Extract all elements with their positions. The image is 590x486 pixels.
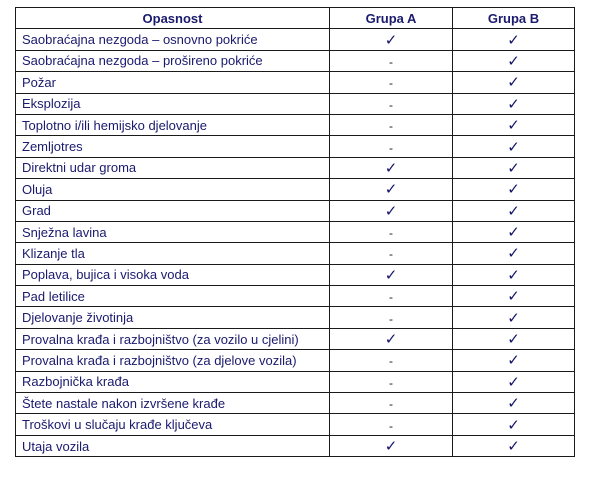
hazard-label: Razbojnička krađa bbox=[16, 371, 330, 392]
hazard-label: Eksplozija bbox=[16, 93, 330, 114]
hazard-label: Grad bbox=[16, 200, 330, 221]
checkmark-icon: ✓ bbox=[507, 437, 520, 455]
dash-mark: - bbox=[389, 119, 393, 134]
grupa-a-cell bbox=[330, 221, 453, 242]
table-row bbox=[16, 371, 575, 392]
checkmark-icon: ✓ bbox=[507, 351, 520, 370]
checkmark-icon: ✓ bbox=[507, 30, 520, 49]
dash-mark: - bbox=[389, 290, 393, 305]
grupa-b-cell bbox=[453, 243, 575, 264]
grupa-b-cell bbox=[453, 50, 575, 71]
table-row bbox=[16, 221, 575, 242]
checkmark-icon: ✓ bbox=[507, 372, 520, 391]
hazard-label: Klizanje tla bbox=[16, 243, 330, 264]
grupa-a-cell bbox=[330, 435, 453, 456]
checkmark-icon: ✓ bbox=[507, 158, 520, 177]
grupa-b-cell bbox=[453, 157, 575, 178]
grupa-b-cell bbox=[453, 114, 575, 135]
grupa-b-cell bbox=[453, 221, 575, 242]
table-row bbox=[16, 93, 575, 114]
hazard-label: Pad letilice bbox=[16, 286, 330, 307]
table-row bbox=[16, 307, 575, 328]
checkmark-icon: ✓ bbox=[384, 265, 398, 284]
grupa-a-cell bbox=[330, 200, 453, 221]
hazard-label: Poplava, bujica i visoka voda bbox=[16, 264, 330, 285]
checkmark-icon: ✓ bbox=[507, 244, 520, 263]
checkmark-icon: ✓ bbox=[507, 51, 520, 70]
table-row bbox=[16, 243, 575, 264]
dash-mark: - bbox=[389, 354, 393, 369]
grupa-a-cell bbox=[330, 350, 453, 371]
table-row bbox=[16, 414, 575, 435]
grupa-a-cell bbox=[330, 243, 453, 264]
hazard-label: Štete nastale nakon izvršene krađe bbox=[16, 393, 330, 414]
grupa-a-cell bbox=[330, 136, 453, 157]
table-row bbox=[16, 136, 575, 157]
dash-mark: - bbox=[389, 311, 393, 326]
table-row bbox=[16, 29, 575, 50]
grupa-a-cell bbox=[330, 286, 453, 307]
checkmark-icon: ✓ bbox=[507, 137, 520, 156]
checkmark-icon: ✓ bbox=[507, 394, 520, 413]
checkmark-icon: ✓ bbox=[384, 330, 398, 349]
table-body bbox=[16, 29, 575, 457]
grupa-b-cell bbox=[453, 93, 575, 114]
hazard-label: Toplotno i/ili hemijsko djelovanje bbox=[16, 114, 330, 135]
hazard-label: Saobraćajna nezgoda – prošireno pokriće bbox=[16, 50, 330, 71]
checkmark-icon: ✓ bbox=[507, 223, 520, 242]
checkmark-icon: ✓ bbox=[384, 437, 398, 455]
table-row bbox=[16, 179, 575, 200]
grupa-b-cell bbox=[453, 393, 575, 414]
grupa-b-cell bbox=[453, 371, 575, 392]
grupa-b-cell bbox=[453, 179, 575, 200]
grupa-a-cell bbox=[330, 264, 453, 285]
checkmark-icon: ✓ bbox=[384, 158, 398, 177]
hazard-label: Snježna lavina bbox=[16, 221, 330, 242]
header-grupa-a: Grupa A bbox=[330, 8, 453, 29]
grupa-b-cell bbox=[453, 328, 575, 349]
checkmark-icon: ✓ bbox=[507, 287, 520, 306]
dash-mark: - bbox=[389, 97, 393, 112]
grupa-a-cell bbox=[330, 414, 453, 435]
grupa-a-cell bbox=[330, 72, 453, 93]
grupa-b-cell bbox=[453, 414, 575, 435]
header-opasnost: Opasnost bbox=[16, 8, 330, 29]
table-row bbox=[16, 435, 575, 456]
checkmark-icon: ✓ bbox=[507, 265, 520, 284]
grupa-a-cell bbox=[330, 50, 453, 71]
table-header-row bbox=[16, 8, 575, 29]
grupa-a-cell bbox=[330, 157, 453, 178]
grupa-b-cell bbox=[453, 286, 575, 307]
table-row bbox=[16, 393, 575, 414]
checkmark-icon: ✓ bbox=[507, 308, 520, 327]
grupa-a-cell bbox=[330, 393, 453, 414]
grupa-b-cell bbox=[453, 264, 575, 285]
grupa-b-cell bbox=[453, 200, 575, 221]
grupa-a-cell bbox=[330, 371, 453, 392]
grupa-a-cell bbox=[330, 328, 453, 349]
header-grupa-b: Grupa B bbox=[453, 8, 575, 29]
checkmark-icon: ✓ bbox=[507, 330, 520, 349]
table-row bbox=[16, 286, 575, 307]
grupa-a-cell bbox=[330, 93, 453, 114]
table-row bbox=[16, 200, 575, 221]
dash-mark: - bbox=[389, 140, 393, 155]
hazard-label: Provalna krađa i razbojništvo (za vozilo u cjelini) bbox=[16, 328, 330, 349]
checkmark-icon: ✓ bbox=[507, 180, 520, 199]
grupa-b-cell bbox=[453, 307, 575, 328]
hazard-label: Provalna krađa i razbojništvo (za djelove vozila) bbox=[16, 350, 330, 371]
grupa-a-cell bbox=[330, 114, 453, 135]
checkmark-icon: ✓ bbox=[384, 180, 398, 199]
grupa-a-cell bbox=[330, 307, 453, 328]
dash-mark: - bbox=[389, 418, 393, 433]
table-row bbox=[16, 72, 575, 93]
hazard-label: Troškovi u slučaju krađe ključeva bbox=[16, 414, 330, 435]
dash-mark: - bbox=[389, 397, 393, 412]
checkmark-icon: ✓ bbox=[507, 116, 520, 135]
table-row bbox=[16, 50, 575, 71]
checkmark-icon: ✓ bbox=[384, 30, 398, 49]
checkmark-icon: ✓ bbox=[507, 94, 520, 113]
hazard-label: Saobraćajna nezgoda – osnovno pokriće bbox=[16, 29, 330, 50]
grupa-b-cell bbox=[453, 136, 575, 157]
grupa-b-cell bbox=[453, 72, 575, 93]
table-row bbox=[16, 328, 575, 349]
grupa-b-cell bbox=[453, 435, 575, 456]
table-row bbox=[16, 114, 575, 135]
dash-mark: - bbox=[389, 76, 393, 91]
grupa-a-cell bbox=[330, 29, 453, 50]
grupa-b-cell bbox=[453, 350, 575, 371]
checkmark-icon: ✓ bbox=[384, 201, 398, 220]
dash-mark: - bbox=[389, 54, 393, 69]
checkmark-icon: ✓ bbox=[507, 415, 520, 434]
table-row bbox=[16, 264, 575, 285]
grupa-b-cell bbox=[453, 29, 575, 50]
dash-mark: - bbox=[389, 375, 393, 390]
checkmark-icon: ✓ bbox=[507, 73, 520, 92]
dash-mark: - bbox=[389, 226, 393, 241]
grupa-a-cell bbox=[330, 179, 453, 200]
table-row bbox=[16, 157, 575, 178]
table-row bbox=[16, 350, 575, 371]
hazard-label: Oluja bbox=[16, 179, 330, 200]
hazard-label: Požar bbox=[16, 72, 330, 93]
hazard-label: Djelovanje životinja bbox=[16, 307, 330, 328]
coverage-table-container bbox=[15, 7, 574, 457]
checkmark-icon: ✓ bbox=[507, 201, 520, 220]
dash-mark: - bbox=[389, 247, 393, 262]
hazard-label: Direktni udar groma bbox=[16, 157, 330, 178]
hazard-label: Utaja vozila bbox=[16, 435, 330, 456]
hazard-label: Zemljotres bbox=[16, 136, 330, 157]
coverage-table bbox=[15, 7, 575, 457]
